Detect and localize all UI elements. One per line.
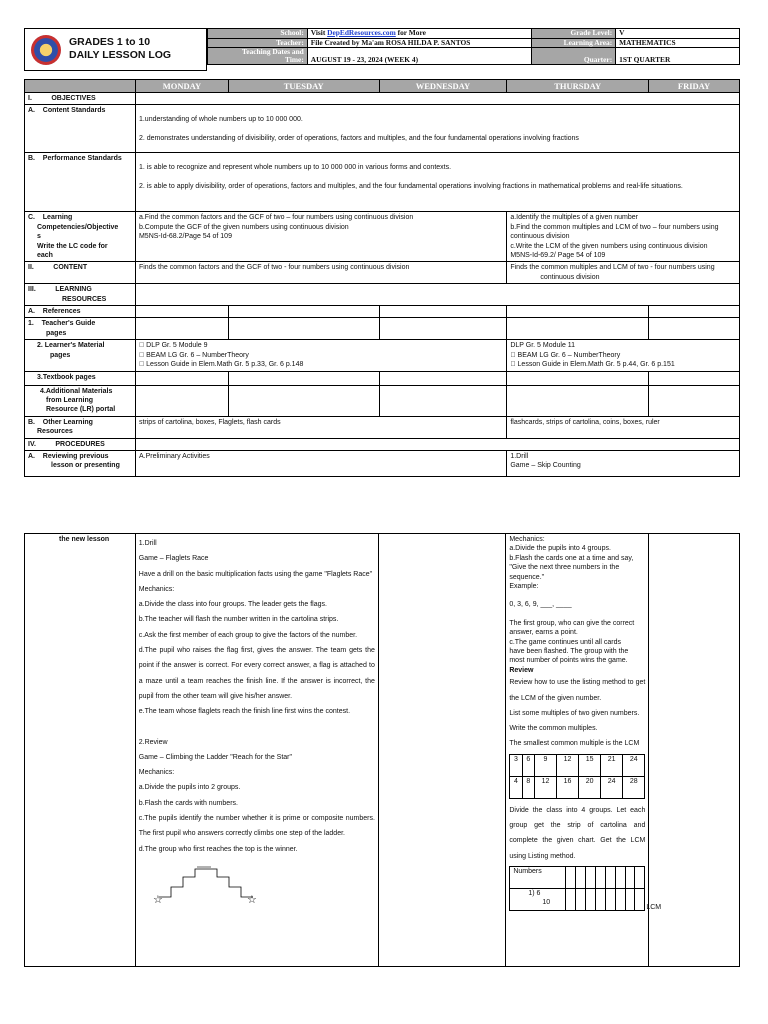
- multiples-table: 3 6 9 12 15 21 24 4 8 12 16 20 24 28: [509, 754, 645, 799]
- objectives-cell: [135, 93, 739, 105]
- competencies-thu-fri: a.Identify the multiples of a given number b.Find the common multiples and LCM of two – four numbers using continuous division c.Write the LCM of the given numbers using continuous division M5NS-Id-69.2/ Page 54 of 109: [507, 212, 740, 262]
- review-heading: Review: [509, 666, 534, 674]
- day-thursday: THURSDAY: [507, 80, 649, 93]
- procedures-fri: [646, 534, 740, 967]
- content-mon-wed: Finds the common factors and the GCF of two - four numbers using continuous division: [135, 262, 506, 284]
- deped-seal-icon: [31, 35, 61, 65]
- area-value: MATHEMATICS: [616, 38, 740, 48]
- procedures-cell: [135, 438, 739, 450]
- day-friday: FRIDAY: [649, 80, 740, 93]
- dates-label: Teaching Dates and Time:: [208, 48, 308, 65]
- procedures-thu: Mechanics: a.Divide the pupils into 4 groups. b.Flash the cards one at a time and say, "Give the next three numbers in the sequence." Example: 0, 3, 6, 9, ___, ____ The first group, who can give the correct answer, earns a point. c.The game continues until all cards have been flashed. The group with the most number of points wins the game. Review Review how to use the listing method to get the LCM of the given number. List some multiples of two given numbers. Write the common multiples. The smallest common multiple is the LCM 3 6 9 12 15 21 24 4 8 12 16 20 24 28 Divide the class into 4 groups. Let each group get the strip of cartolina and complete the given chart. Get the LCM using Listing method. Numbers 1) 6 10: [506, 534, 649, 967]
- deped-link[interactable]: DepEdResources.com: [327, 28, 396, 37]
- competencies-label: C. Learning Competencies/Objective s Write the LC code for each: [25, 212, 136, 262]
- textbook-label: 3.Textbook pages: [25, 371, 136, 385]
- quarter-value: 1ST QUARTER: [616, 48, 740, 65]
- content-standards-label: A. Content Standards: [25, 105, 136, 153]
- grade-value: V: [616, 29, 740, 39]
- day-tuesday: TUESDAY: [228, 80, 379, 93]
- learning-resources-label: III. LEARNING RESOURCES: [25, 284, 136, 306]
- learning-resources-cell: [135, 284, 739, 306]
- day-wednesday: WEDNESDAY: [379, 80, 507, 93]
- other-resources-label: B. Other Learning Resources: [25, 416, 136, 438]
- lcm-header: LCM: [646, 904, 662, 911]
- reviewing-label: A. Reviewing previous lesson or presenting: [25, 450, 136, 476]
- objectives-label: I. OBJECTIVES: [25, 93, 136, 105]
- star-left-icon: ☆: [152, 892, 163, 905]
- grade-label: Grade Level:: [532, 29, 616, 39]
- procedures-wed: [378, 534, 505, 967]
- learners-material-mon:   DLP Gr. 5 Module 9   BEAM LG Gr. 6 – NumberTheory   Lesson Guide in Elem.Math Gr. 5 p.33, Gr. 6 p.148: [135, 340, 506, 371]
- procedures-mon: 1.Drill Game – Flaglets Race Have a drill on the basic multiplication facts using the game "Flaglets Race" Mechanics: a.Divide the class into four groups. The leader gets the flags. b.The teacher will flash the number written in the cartolina strips. c.Ask the first member of each group to give the factors of the number. d.The pupil who raises the flag first, gives the answer. The team gets the point if the answer is correct. For every correct answer, a flag is attached to a maze until a team reaches the finish line. If the answer is incorrect, the pupil from the other team will give his/her answer. e.The team whose flaglets reach the finish line first wins the contest. 2.Review Game – Climbing the Ladder "Reach for the Star" Mechanics: a.Divide the pupils into 2 groups. b.Flash the cards with numbers. c.The pupils identify the number whether it is prime or composite numbers. The first pupil who answers correctly climbs one step of the ladder. d.The group who first reaches the top is the winner. ☆ ☆: [135, 534, 378, 967]
- other-resources-mon: strips of cartolina, boxes, Flaglets, flash cards: [135, 416, 506, 438]
- ladder-illustration: [139, 861, 375, 905]
- performance-standards-label: B. Performance Standards: [25, 153, 136, 212]
- days-header-row: [25, 80, 740, 93]
- info-table: [207, 28, 740, 65]
- other-resources-thu: flashcards, strips of cartolina, coins, boxes, ruler: [507, 416, 740, 438]
- ladder-steps-icon: [153, 861, 263, 905]
- competencies-mon-wed: a.Find the common factors and the GCF of two – four numbers using continuous division b.Compute the GCF of the given numbers using continuous division M5NS-Id-68.2/Page 54 of 109: [135, 212, 506, 262]
- school-value: Visit DepEdResources.com for More: [307, 29, 532, 39]
- performance-standards-cell: 1. is able to recognize and represent whole numbers up to 10 000 000 in various forms and contexts. 2. is able to apply divisibility, order of operations, factors and multiples, and the four fundamental operations involving fractions in mathematical problems and real-life situations.: [135, 153, 739, 212]
- quarter-label: Quarter:: [532, 48, 616, 65]
- area-label: Learning Area:: [532, 38, 616, 48]
- learners-material-label: 2. Learner's Material pages: [25, 340, 136, 371]
- lesson-table-continued: [24, 533, 740, 967]
- lesson-table: [24, 79, 740, 477]
- lcm-chart: Numbers 1) 6 10: [509, 866, 645, 911]
- dates-value: AUGUST 19 - 23, 2024 (WEEK 4): [307, 48, 532, 65]
- day-monday: MONDAY: [135, 80, 228, 93]
- procedures-label: IV. PROCEDURES: [25, 438, 136, 450]
- teacher-label: Teacher:: [208, 38, 308, 48]
- content-thu-fri: Finds the common multiples and LCM of two - four numbers using continuous division: [507, 262, 740, 284]
- header-title: GRADES 1 to 10 DAILY LESSON LOG: [69, 36, 172, 61]
- learners-material-thu: DLP Gr. 5 Module 11   BEAM LG Gr. 6 – NumberTheory   Lesson Guide in Elem.Math Gr. 5 p.44, Gr. 6 p.151: [507, 340, 740, 371]
- star-right-icon: ☆: [246, 892, 257, 905]
- content-standards-cell: 1.understanding of whole numbers up to 10 000 000. 2. demonstrates understanding of divisibility, order of operations, factors and multiples, and the four fundamental operations involving fractions: [135, 105, 739, 153]
- reviewing-thu: 1.Drill Game – Skip Counting: [507, 450, 740, 476]
- teachers-guide-label: 1. Teacher's Guide pages: [25, 318, 136, 340]
- lesson-log-header: [24, 28, 740, 71]
- blank-header-cell: [25, 80, 136, 93]
- school-label: School:: [208, 29, 308, 39]
- content-label: II. CONTENT: [25, 262, 136, 284]
- teacher-value: File Created by Ma'am ROSA HILDA P. SANTOS: [307, 38, 532, 48]
- additional-materials-label: 4.Additional Materials from Learning Resource (LR) portal: [25, 385, 136, 416]
- reviewing-mon: A.Preliminary Activities: [135, 450, 506, 476]
- new-lesson-label: the new lesson: [25, 534, 136, 967]
- title-box: [24, 28, 207, 71]
- references-label: A. References: [25, 306, 136, 318]
